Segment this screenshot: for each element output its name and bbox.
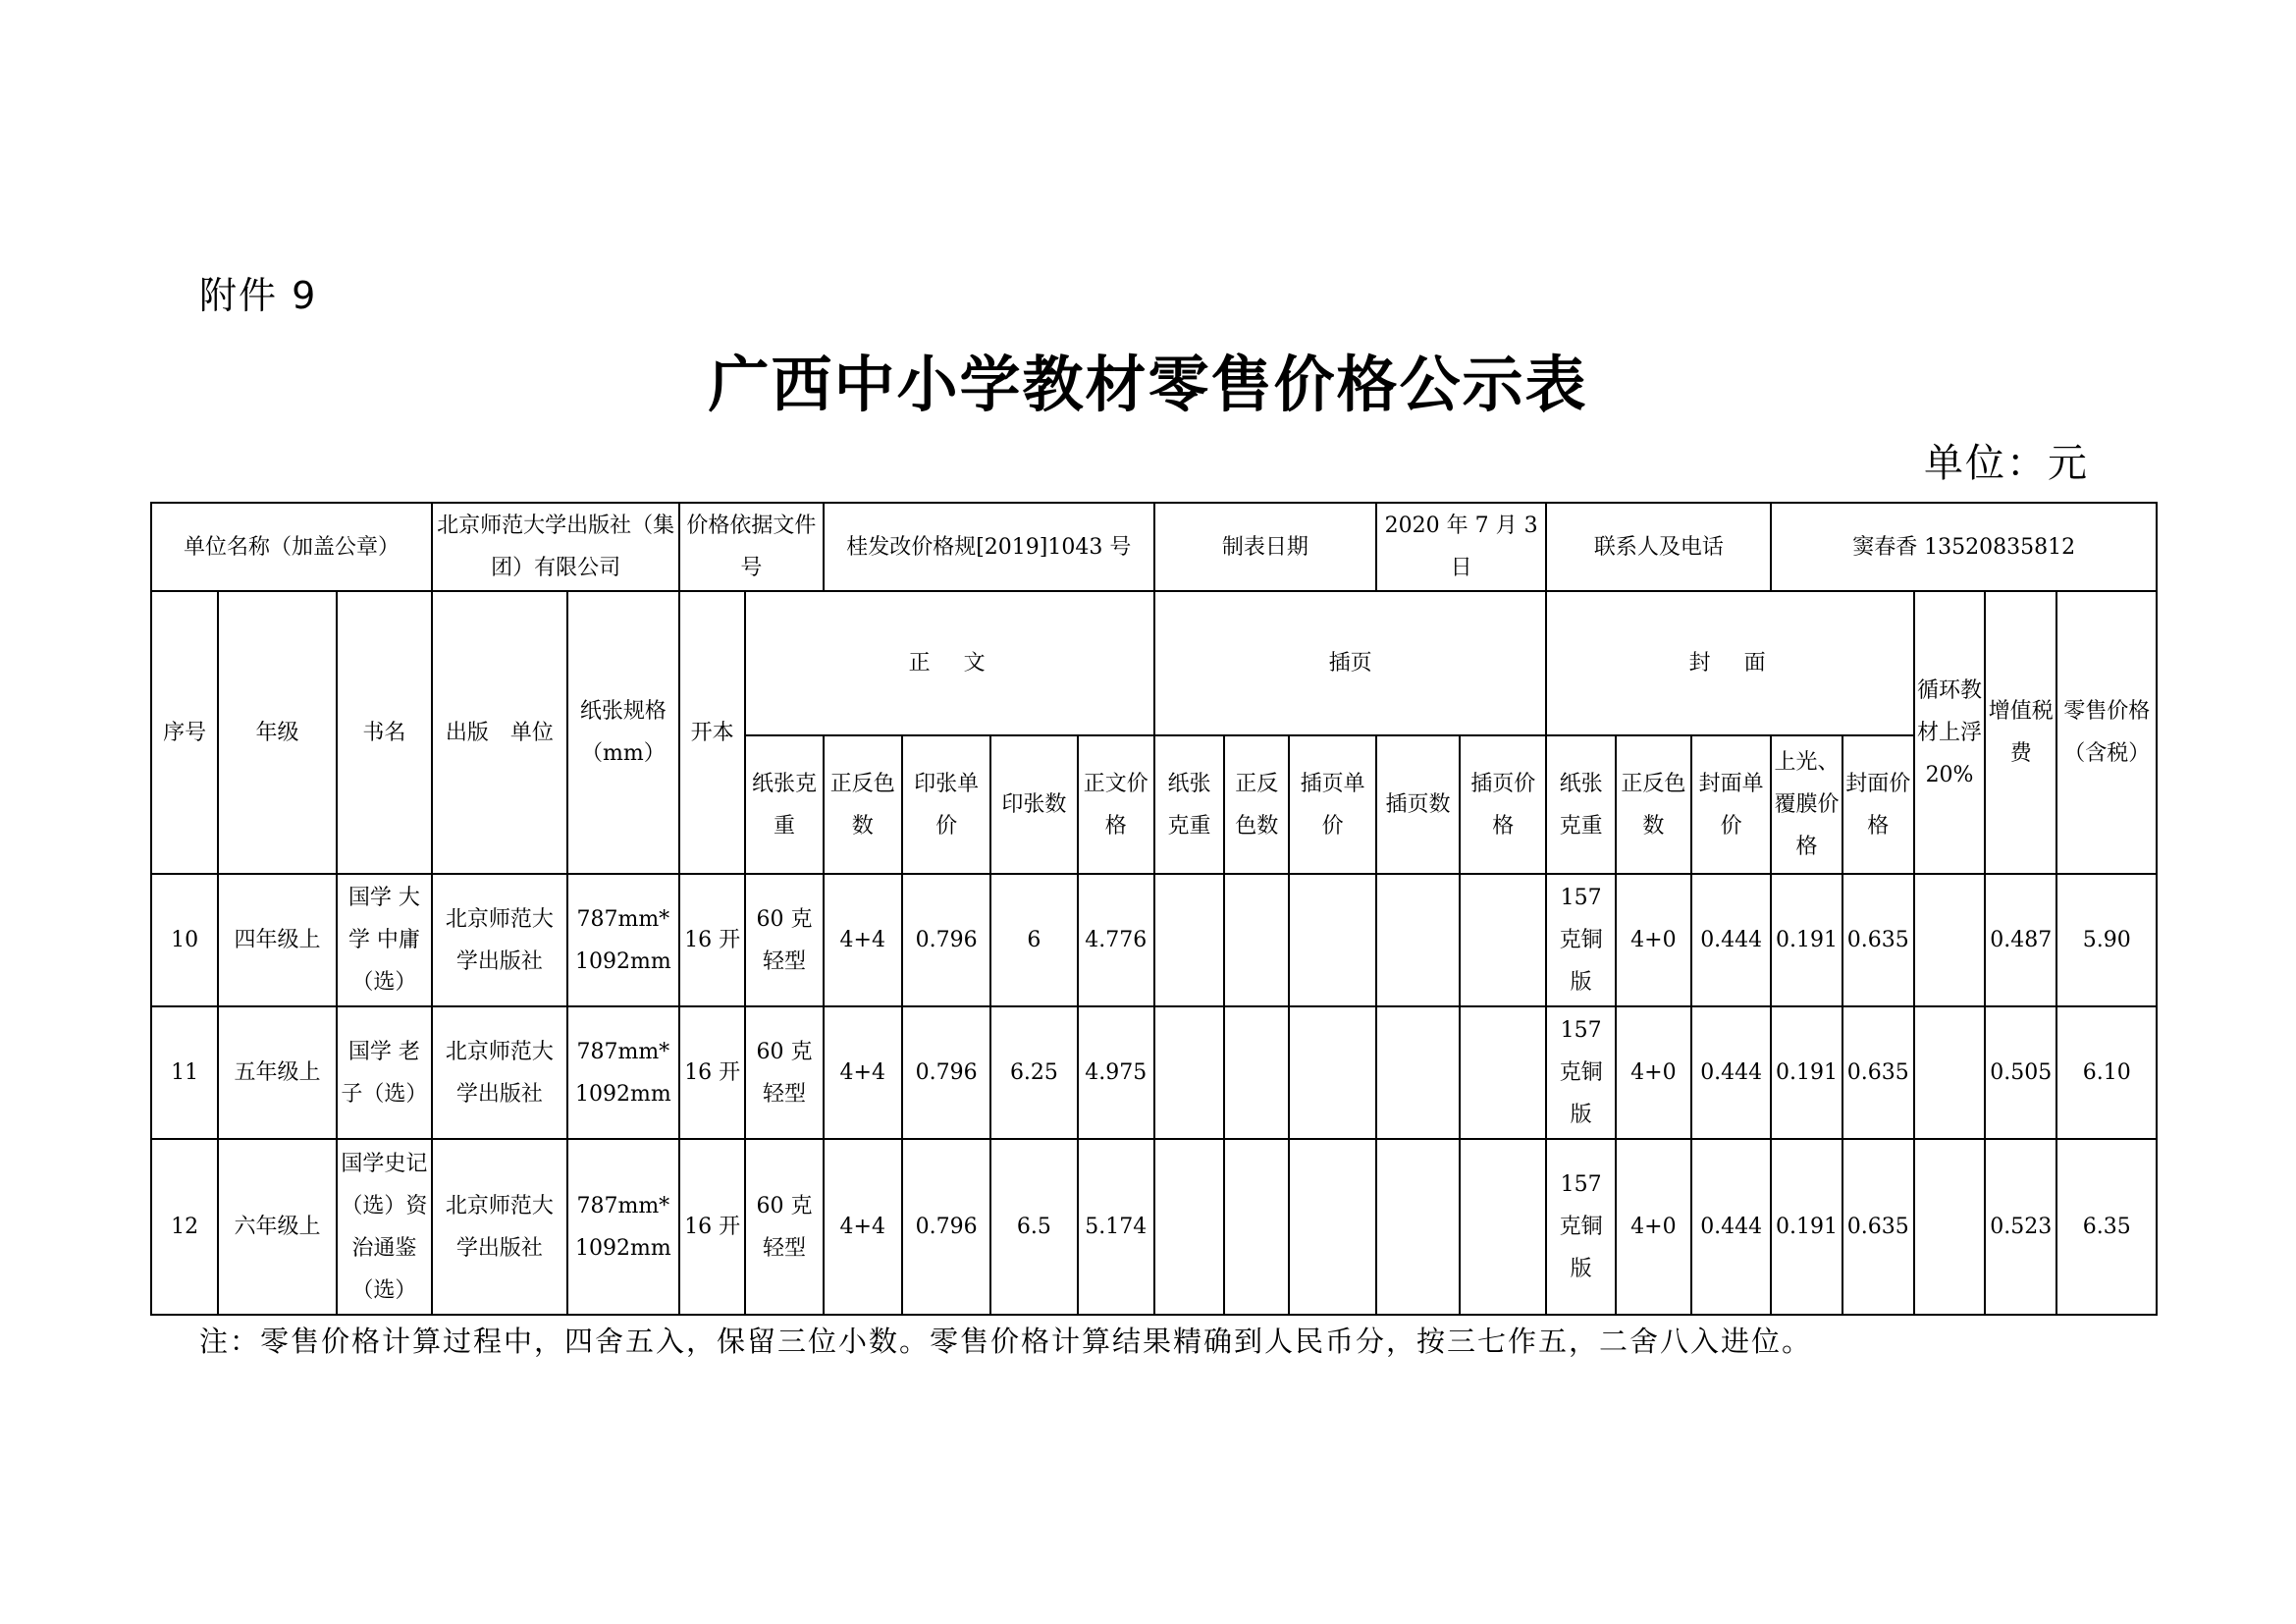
cell-body-color: 4+4 xyxy=(824,1139,902,1315)
cell-sheet-price: 0.796 xyxy=(902,1006,990,1139)
cell-cover-color: 4+0 xyxy=(1616,1139,1691,1315)
cell-cover-color: 4+0 xyxy=(1616,1006,1691,1139)
cell-cover-paper: 157 克铜版 xyxy=(1546,1139,1615,1315)
info-row xyxy=(151,503,2157,591)
cell-publisher: 北京师范大学出版社 xyxy=(432,1139,567,1315)
header-cover-film: 上光、覆膜价格 xyxy=(1771,735,1842,874)
cell-cover-unit: 0.444 xyxy=(1691,1006,1771,1139)
header-retail: 零售价格（含税） xyxy=(2056,591,2157,874)
price-doc-value: 桂发改价格规[2019]1043 号 xyxy=(824,503,1154,591)
header-row-sections xyxy=(151,591,2157,735)
price-doc-label: 价格依据文件号 xyxy=(679,503,824,591)
header-cover-color: 正反色数 xyxy=(1616,735,1691,874)
cell-body-price: 4.776 xyxy=(1078,874,1154,1006)
cell-sheets: 6.5 xyxy=(990,1139,1077,1315)
header-grade: 年级 xyxy=(218,591,336,874)
cell-cover-price: 0.635 xyxy=(1842,874,1914,1006)
cell-body-price: 4.975 xyxy=(1078,1006,1154,1139)
cell-recycle xyxy=(1914,1139,1985,1315)
cell-insert-unit xyxy=(1289,1006,1375,1139)
contact-label: 联系人及电话 xyxy=(1546,503,1771,591)
header-cover-paper: 纸张克重 xyxy=(1546,735,1615,874)
header-body-sheets: 印张数 xyxy=(990,735,1077,874)
cell-insert-count xyxy=(1376,1139,1460,1315)
cell-body-paper: 60 克轻型 xyxy=(745,1139,823,1315)
cell-sheet-price: 0.796 xyxy=(902,874,990,1006)
cell-insert-paper xyxy=(1154,1006,1224,1139)
cell-publisher: 北京师范大学出版社 xyxy=(432,1006,567,1139)
header-insert-paper: 纸张克重 xyxy=(1154,735,1224,874)
cell-book: 国学 大学 中庸（选） xyxy=(337,874,432,1006)
cell-seq: 11 xyxy=(151,1006,218,1139)
header-format: 开本 xyxy=(679,591,745,874)
cell-sheets: 6.25 xyxy=(990,1006,1077,1139)
header-insert-unit: 插页单价 xyxy=(1289,735,1375,874)
cell-grade: 四年级上 xyxy=(218,874,336,1006)
header-insert-count: 插页数 xyxy=(1376,735,1460,874)
cell-insert-count xyxy=(1376,1006,1460,1139)
cell-spec: 787mm*1092mm xyxy=(567,1006,679,1139)
header-insert-price: 插页价格 xyxy=(1460,735,1546,874)
publisher-name: 北京师范大学出版社（集团）有限公司 xyxy=(432,503,679,591)
cell-cover-paper: 157 克铜版 xyxy=(1546,874,1615,1006)
header-section-cover: 封 面 xyxy=(1546,591,1913,735)
cell-grade: 五年级上 xyxy=(218,1006,336,1139)
cell-retail: 6.10 xyxy=(2056,1006,2157,1139)
cell-body-paper: 60 克轻型 xyxy=(745,874,823,1006)
cell-seq: 12 xyxy=(151,1139,218,1315)
header-section-body: 正 文 xyxy=(745,591,1154,735)
cell-cover-unit: 0.444 xyxy=(1691,874,1771,1006)
cell-grade: 六年级上 xyxy=(218,1139,336,1315)
cell-recycle xyxy=(1914,1006,1985,1139)
header-book: 书名 xyxy=(337,591,432,874)
header-cover-unit: 封面单价 xyxy=(1691,735,1771,874)
header-cover-price: 封面价格 xyxy=(1842,735,1914,874)
cell-vat: 0.505 xyxy=(1985,1006,2056,1139)
attachment-label: 附件 9 xyxy=(199,274,318,317)
cell-sheets: 6 xyxy=(990,874,1077,1006)
cell-cover-paper: 157 克铜版 xyxy=(1546,1006,1615,1139)
header-recycle: 循环教材上浮20% xyxy=(1914,591,1985,874)
cell-format: 16 开 xyxy=(679,1006,745,1139)
header-body-color: 正反色数 xyxy=(824,735,902,874)
cell-body-color: 4+4 xyxy=(824,874,902,1006)
cell-book: 国学史记（选）资治通鉴（选） xyxy=(337,1139,432,1315)
cell-insert-unit xyxy=(1289,874,1375,1006)
cell-sheet-price: 0.796 xyxy=(902,1139,990,1315)
currency-unit: 单位：元 xyxy=(1924,441,2089,486)
cell-cover-price: 0.635 xyxy=(1842,1006,1914,1139)
cell-cover-color: 4+0 xyxy=(1616,874,1691,1006)
header-seq: 序号 xyxy=(151,591,218,874)
cell-spec: 787mm*1092mm xyxy=(567,874,679,1006)
page-title: 广西中小学教材零售价格公示表 xyxy=(708,349,1588,420)
date-value: 2020 年 7 月 3 日 xyxy=(1376,503,1547,591)
header-body-paper: 纸张克重 xyxy=(745,735,823,874)
header-body-sheet-price: 印张单价 xyxy=(902,735,990,874)
cell-spec: 787mm*1092mm xyxy=(567,1139,679,1315)
date-label: 制表日期 xyxy=(1154,503,1376,591)
cell-cover-film: 0.191 xyxy=(1771,874,1842,1006)
price-table xyxy=(150,502,2158,1316)
cell-insert-color xyxy=(1224,874,1289,1006)
cell-cover-film: 0.191 xyxy=(1771,1006,1842,1139)
cell-cover-price: 0.635 xyxy=(1842,1139,1914,1315)
cell-insert-unit xyxy=(1289,1139,1375,1315)
header-paper-spec: 纸张规格（mm） xyxy=(567,591,679,874)
cell-vat: 0.487 xyxy=(1985,874,2056,1006)
cell-body-paper: 60 克轻型 xyxy=(745,1006,823,1139)
cell-format: 16 开 xyxy=(679,874,745,1006)
header-body-price: 正文价格 xyxy=(1078,735,1154,874)
cell-cover-unit: 0.444 xyxy=(1691,1139,1771,1315)
cell-book: 国学 老子（选） xyxy=(337,1006,432,1139)
contact-value: 窦春香 13520835812 xyxy=(1771,503,2157,591)
cell-insert-paper xyxy=(1154,1139,1224,1315)
cell-cover-film: 0.191 xyxy=(1771,1139,1842,1315)
cell-insert-price xyxy=(1460,1139,1546,1315)
table-row xyxy=(151,874,2157,1006)
cell-body-color: 4+4 xyxy=(824,1006,902,1139)
cell-format: 16 开 xyxy=(679,1139,745,1315)
footnote: 注：零售价格计算过程中，四舍五入，保留三位小数。零售价格计算结果精确到人民币分，按三七作五，二舍八入进位。 xyxy=(199,1325,1813,1358)
header-section-insert: 插页 xyxy=(1154,591,1547,735)
header-vat: 增值税费 xyxy=(1985,591,2056,874)
cell-body-price: 5.174 xyxy=(1078,1139,1154,1315)
cell-insert-price xyxy=(1460,874,1546,1006)
cell-insert-price xyxy=(1460,1006,1546,1139)
cell-insert-color xyxy=(1224,1139,1289,1315)
header-publisher: 出版 单位 xyxy=(432,591,567,874)
cell-vat: 0.523 xyxy=(1985,1139,2056,1315)
unit-name-label: 单位名称（加盖公章） xyxy=(151,503,432,591)
cell-insert-paper xyxy=(1154,874,1224,1006)
cell-retail: 5.90 xyxy=(2056,874,2157,1006)
table-row xyxy=(151,1006,2157,1139)
header-insert-color: 正反色数 xyxy=(1224,735,1289,874)
cell-seq: 10 xyxy=(151,874,218,1006)
cell-insert-count xyxy=(1376,874,1460,1006)
cell-retail: 6.35 xyxy=(2056,1139,2157,1315)
cell-publisher: 北京师范大学出版社 xyxy=(432,874,567,1006)
cell-insert-color xyxy=(1224,1006,1289,1139)
cell-recycle xyxy=(1914,874,1985,1006)
table-row xyxy=(151,1139,2157,1315)
